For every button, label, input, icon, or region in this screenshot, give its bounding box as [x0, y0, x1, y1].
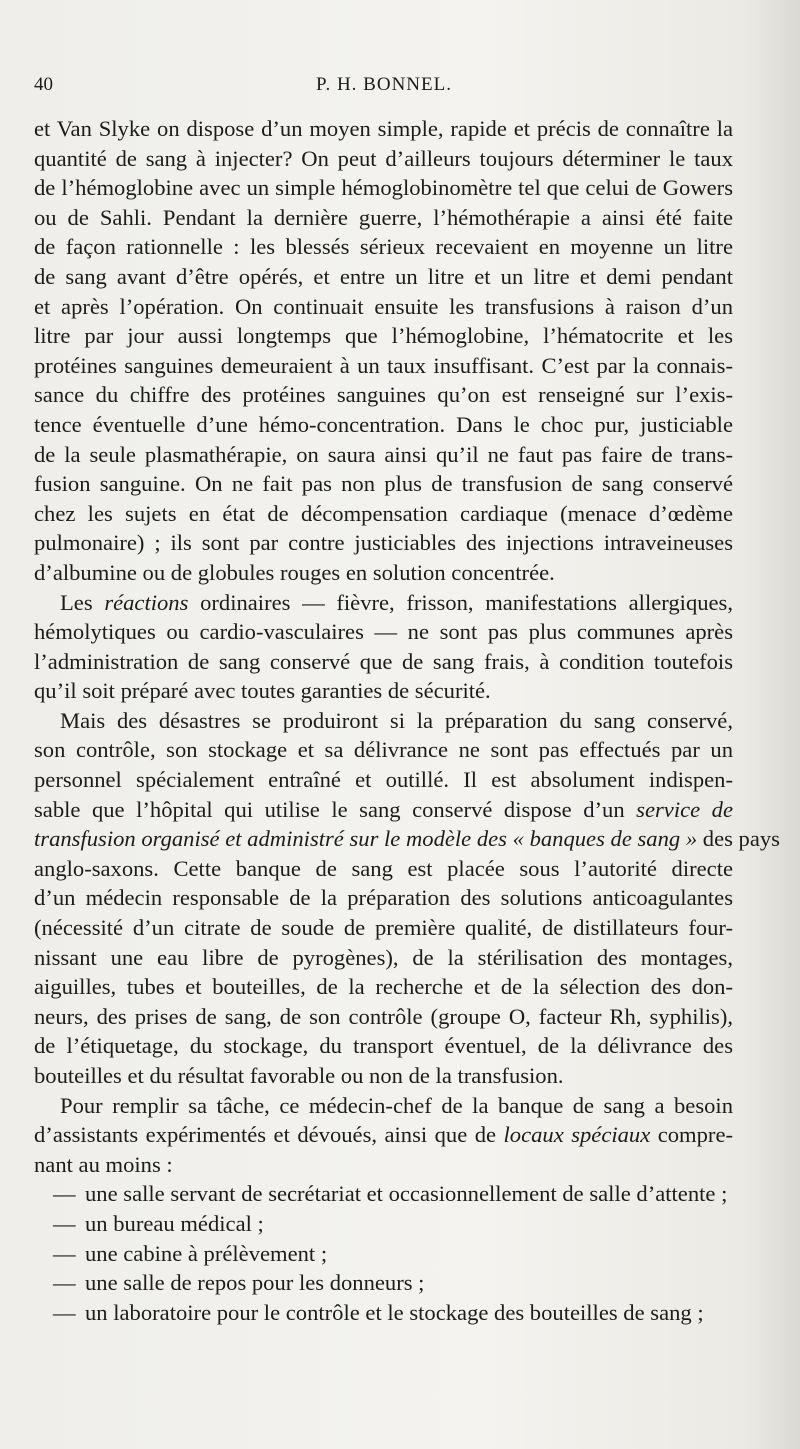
- text-line: (nécessité d’un citrate de soude de première qualité, de distillateurs four-: [34, 915, 733, 941]
- text-line: litre par jour aussi longtemps que l’hémoglobine, l’hématocrite et les: [34, 323, 733, 349]
- text-line: [34, 1120, 733, 1150]
- list-item: [34, 1268, 733, 1298]
- text-line: d’un médecin responsable de la préparation des solutions anticoagulantes: [34, 885, 733, 911]
- list-dash: —: [53, 1240, 76, 1266]
- list-item-text: une salle servant de secrétariat et occasionnellement de salle d’attente ;: [85, 1181, 728, 1207]
- list-dash: —: [53, 1210, 76, 1236]
- text-line: anglo-saxons. Cette banque de sang est placée sous l’autorité directe: [34, 855, 733, 881]
- paragraph-3: [34, 706, 780, 1091]
- text-line: aiguilles, tubes et bouteilles, de la recherche et de la sélection des don-: [34, 974, 733, 1000]
- page-number: 40: [34, 74, 53, 95]
- paragraph-1: [34, 114, 733, 588]
- text-line: de sang avant d’être opérés, et entre un litre et un litre et demi pendant: [34, 263, 733, 289]
- text-line: personnel spécialement entraîné et outillé. Il est absolument indispen-: [34, 767, 733, 793]
- text-line: son contrôle, son stockage et sa délivrance ne sont pas effectués par un: [34, 737, 733, 763]
- text-line: pulmonaire) ; ils sont par contre justiciables des injections intraveineuses: [34, 530, 733, 556]
- text-line: et après l’opération. On continuait ensuite les transfusions à raison d’un: [34, 293, 733, 319]
- text-line: Mais des désastres se produiront si la préparation du sang conservé,: [60, 707, 733, 733]
- list-item: [34, 1179, 733, 1209]
- text-line: d’albumine ou de globules rouges en solution concentrée.: [34, 559, 555, 585]
- italic-term: service de: [636, 796, 733, 822]
- list-item-text: une salle de repos pour les donneurs ;: [85, 1270, 425, 1296]
- text-line: de l’étiquetage, du stockage, du transport éventuel, de la délivrance des: [34, 1033, 733, 1059]
- text-line: tence éventuelle d’une hémo-concentration. Dans le choc pur, justiciable: [34, 411, 733, 437]
- italic-term: transfusion organisé et administré sur le modèle des « banques de sang »: [34, 826, 698, 852]
- text-line: de l’hémoglobine avec un simple hémoglobinomètre tel que celui de Gowers: [34, 175, 733, 201]
- text-line: qu’il soit préparé avec toutes garanties de sécurité.: [34, 678, 491, 704]
- text-line: quantité de sang à injecter? On peut d’ailleurs toujours déterminer le taux: [34, 145, 733, 171]
- text-line: protéines sanguines demeuraient à un taux insuffisant. C’est par la connais-: [34, 352, 733, 378]
- list-item-text: un laboratoire pour le contrôle et le stockage des bouteilles de sang ;: [85, 1299, 704, 1325]
- room-list: [34, 1179, 733, 1327]
- list-item-text: un bureau médical ;: [85, 1210, 264, 1236]
- text-line: l’administration de sang conservé que de sang frais, à condition toutefois: [34, 648, 733, 674]
- italic-term: réactions: [104, 589, 189, 615]
- italic-term: locaux spéciaux: [503, 1122, 651, 1148]
- list-item: [34, 1298, 733, 1328]
- list-dash: —: [53, 1181, 76, 1207]
- paragraph-2: [34, 588, 733, 706]
- list-dash: —: [53, 1270, 76, 1296]
- body-text: [34, 114, 780, 1327]
- text-run: d’assistants expérimentés et dévoués, ainsi que de: [34, 1122, 504, 1148]
- text-line: de façon rationnelle : les blessés sérieux recevaient en moyenne un litre: [34, 234, 733, 260]
- text-line: neurs, des prises de sang, de son contrôle (groupe O, facteur Rh, syphilis),: [34, 1003, 733, 1029]
- text-line: chez les sujets en état de décompensation cardiaque (menace d’œdème: [34, 500, 733, 526]
- text-line: nant au moins :: [34, 1151, 173, 1177]
- text-line: nissant une eau libre de pyrogènes), de la stérilisation des montages,: [34, 944, 733, 970]
- text-line: sance du chiffre des protéines sanguines qu’on est renseigné sur l’exis-: [34, 382, 733, 408]
- text-line: [34, 795, 733, 825]
- text-line: de la seule plasmathérapie, on saura ainsi qu’il ne faut pas faire de trans-: [34, 441, 733, 467]
- running-title: P. H. BONNEL.: [316, 74, 452, 95]
- list-item-text: une cabine à prélèvement ;: [85, 1240, 328, 1266]
- text-line: Pour remplir sa tâche, ce médecin-chef de la banque de sang a besoin: [60, 1092, 733, 1118]
- list-dash: —: [53, 1299, 76, 1325]
- text-line: hémolytiques ou cardio-vasculaires — ne sont pas plus communes après: [34, 619, 733, 645]
- text-run: des pays: [697, 826, 780, 852]
- list-item: [34, 1239, 733, 1269]
- text-line: bouteilles et du résultat favorable ou non de la transfusion.: [34, 1063, 564, 1088]
- text-line: fusion sanguine. On ne fait pas non plus de transfusion de sang conservé: [34, 471, 733, 497]
- text-run: ordinaires — fièvre, frisson, manifestations allergiques,: [188, 589, 734, 615]
- text-line: [34, 588, 733, 618]
- text-run: sable que l’hôpital qui utilise le sang conservé dispose d’un: [34, 796, 637, 822]
- running-head: [34, 74, 734, 104]
- text-line: ou de Sahli. Pendant la dernière guerre, l’hémothérapie a ainsi été faite: [34, 204, 733, 230]
- list-item: [34, 1209, 733, 1239]
- text-line: et Van Slyke on dispose d’un moyen simple, rapide et précis de connaître la: [34, 116, 733, 141]
- text-run: compre-: [650, 1122, 734, 1148]
- text-run: Les: [60, 589, 105, 615]
- text-line: [34, 824, 780, 854]
- paragraph-4: [34, 1091, 733, 1180]
